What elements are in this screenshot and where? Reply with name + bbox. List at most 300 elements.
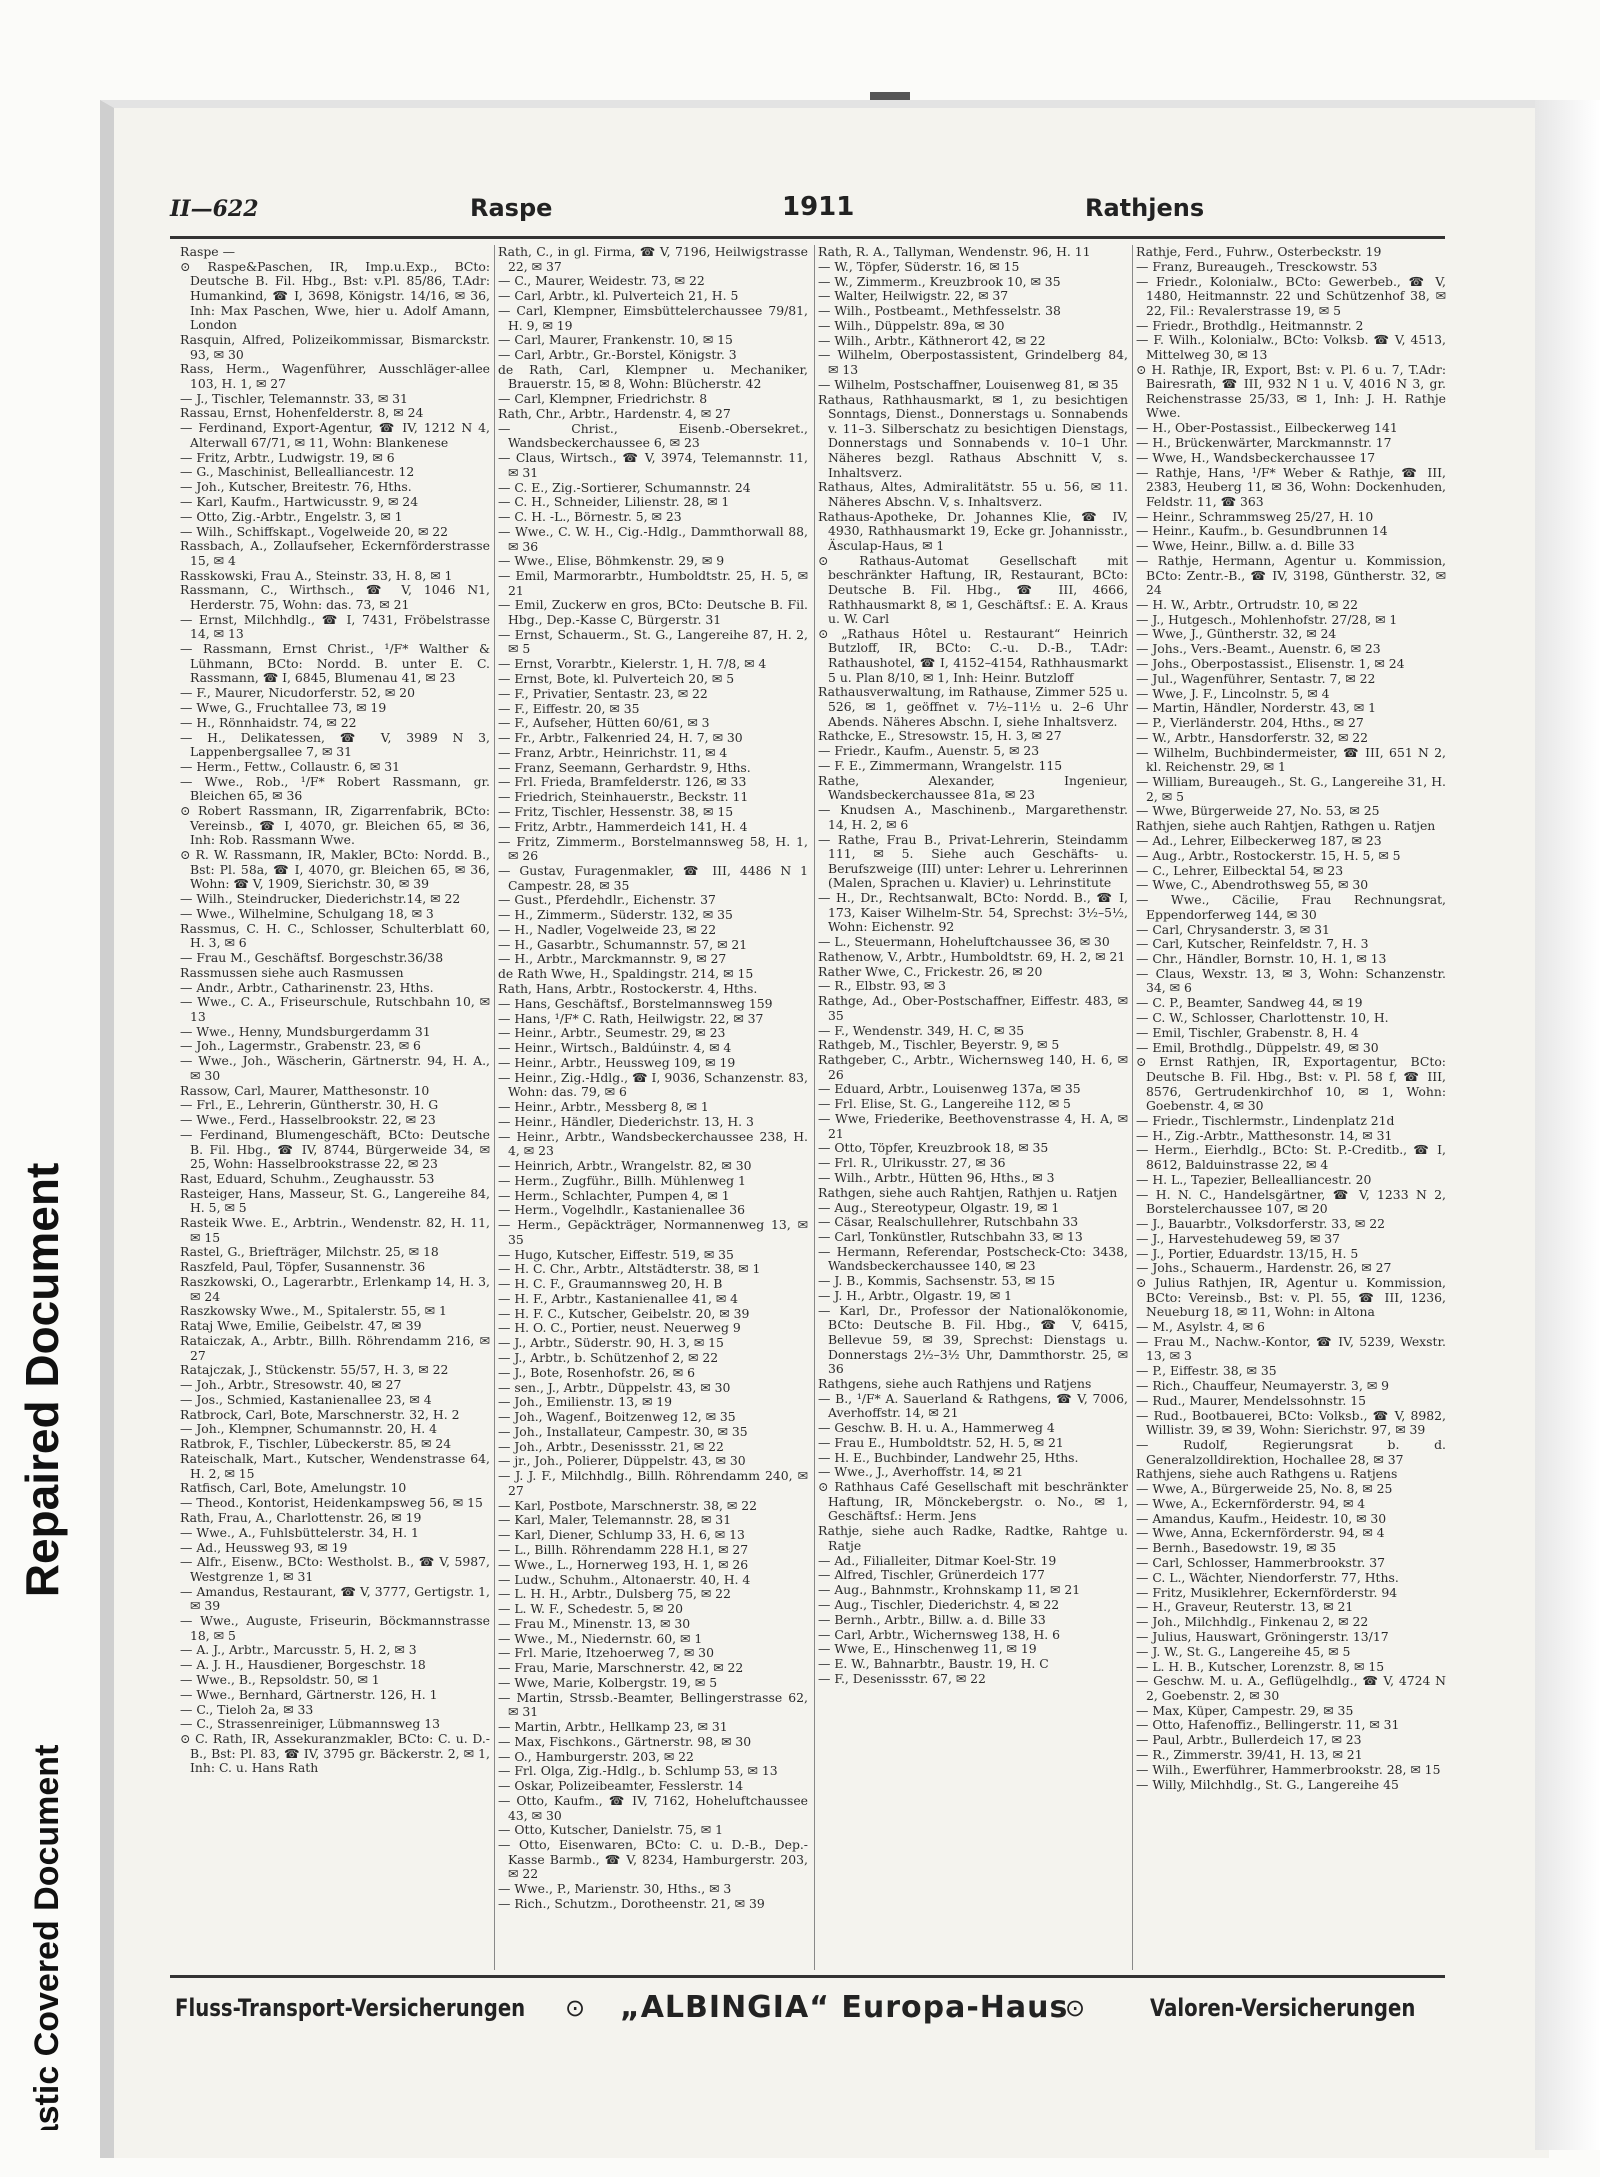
directory-entry: — Fritz, Arbtr., Ludwigstr. 19, ✉ 6	[180, 449, 395, 465]
directory-entry: — Wwe, C., Abendrothsweg 55, ✉ 30	[1136, 877, 1369, 893]
directory-entry: Rathje, siehe auch Radke, Radtke, Rahtge u. Ratje	[818, 1523, 1128, 1553]
column-4	[1136, 245, 1446, 1970]
directory-entry: — Wwe, J. F., Lincolnstr. 5, ✉ 4	[1136, 685, 1330, 701]
directory-entry: — Friedr., Kolonialw., BCto: Gewerbeb., ☎ V, 1480, Heitmannstr. 22 und Schützenhof 38, ✉ 22, Fil.: Revalerstrasse 19, ✉ 5	[1136, 273, 1446, 318]
directory-entry: — H., Gasarbtr., Schumannstr. 57, ✉ 21	[498, 936, 748, 952]
directory-entry: ⊙ Rathhaus Café Gesellschaft mit beschränkter Haftung, IR, Mönckebergstr. o. No., ✉ 1, Geschäftsf.: Herm. Jens	[818, 1479, 1128, 1524]
directory-entry: — Wwe., L., Hornerweg 193, H. 1, ✉ 26	[498, 1556, 749, 1572]
directory-entry: — Wwe., Cäcilie, Frau Rechnungsrat, Eppendorferweg 144, ✉ 30	[1136, 892, 1446, 922]
directory-entry: — Martin, Strssb.-Beamter, Bellingerstrasse 62, ✉ 31	[498, 1689, 808, 1720]
directory-entry: — Carl, Arbtr., kl. Pulverteich 21, H. 5	[498, 288, 739, 304]
directory-entry: — Ferdinand, Export-Agentur, ☎ IV, 1212 N 4, Alterwall 67/71, ✉ 11, Wohn: Blankenese	[180, 420, 490, 450]
directory-entry: ⊙ C. Rath, IR, Assekuranzmakler, BCto: C. u. D.-B., Bst: Pl. 83, ☎ IV, 3795 gr. Bäckerstr. 2, ✉ 1, Inh: C. u. Hans Rath	[180, 1731, 490, 1776]
directory-entry: — H. L., Tapezier, Bellealliancestr. 20	[1136, 1171, 1372, 1187]
directory-entry: — Geschw. B. H. u. A., Hammerweg 4	[818, 1420, 1055, 1436]
directory-entry: — jr., Joh., Polierer, Düppelstr. 43, ✉ 30	[498, 1453, 746, 1469]
directory-entry: Rassbach, A., Zollaufseher, Eckernförderstrasse 15, ✉ 4	[180, 538, 490, 568]
directory-entry: — Jul., Wagenführer, Sentastr. 7, ✉ 22	[1136, 670, 1376, 686]
directory-entry: — J. H., Arbtr., Olgastr. 19, ✉ 1	[818, 1288, 1013, 1304]
directory-entry: ⊙ „Rathaus Hôtel u. Restaurant“ Heinrich Butzloff, IR, BCto: C.-u. D.-B., T.Adr: Rathaushotel, ☎ I, 4152–4154, Rathhausmarkt 5 u. Plan 8/10, ✉ 1, Inh: Heinr. Butzloff	[818, 625, 1128, 685]
column-divider	[494, 245, 495, 1970]
directory-entry: — Wwe., Henny, Mundsburgerdamm 31	[180, 1023, 431, 1039]
directory-entry: Rathaus-Apotheke, Dr. Johannes Klie, ☎ IV, 4930, Rathhausmarkt 19, Ecke gr. Johannisstr., Äsculap-Haus, ✉ 1	[818, 508, 1128, 553]
directory-entry: — H. F., Arbtr., Kastanienallee 41, ✉ 4	[498, 1290, 739, 1306]
directory-entry: — F., Eiffestr. 20, ✉ 35	[498, 700, 640, 716]
directory-entry: — Oskar, Polizeibeamter, Fesslerstr. 14	[498, 1778, 744, 1794]
directory-entry: — Carl, Chrysanderstr. 3, ✉ 31	[1136, 921, 1330, 937]
next-page-edge	[1535, 100, 1600, 2150]
directory-entry: — Ernst, Bote, kl. Pulverteich 20, ✉ 5	[498, 670, 735, 686]
directory-entry: — Otto, Kutscher, Danielstr. 75, ✉ 1	[498, 1822, 723, 1838]
directory-entry: — Carl, Kutscher, Reinfeldstr. 7, H. 3	[1136, 936, 1369, 952]
directory-entry: — Emil, Brothdlg., Düppelstr. 49, ✉ 30	[1136, 1039, 1379, 1055]
directory-entry: — J., Tischler, Telemannstr. 33, ✉ 31	[180, 390, 408, 406]
page-footer	[175, 1990, 1440, 2040]
directory-entry: — Herm., Gepäckträger, Normannenweg 13, ✉ 35	[498, 1217, 808, 1247]
directory-entry: — Max, Küper, Campestr. 29, ✉ 35	[1136, 1702, 1354, 1718]
directory-entry: — Paul, Arbtr., Bullerdeich 17, ✉ 23	[1136, 1732, 1362, 1748]
directory-entry: — Friedr., Brothdlg., Heitmannstr. 2	[1136, 317, 1364, 333]
directory-entry: — H., Arbtr., Marckmannstr. 9, ✉ 27	[498, 951, 727, 967]
directory-entry: — H. C. F., Graumannsweg 20, H. B	[498, 1276, 723, 1292]
directory-entry: — J., Harvestehudeweg 59, ✉ 37	[1136, 1230, 1341, 1246]
directory-entry: Rathjens, siehe auch Rathgens u. Ratjens	[1136, 1466, 1398, 1482]
directory-entry: Raszkowsky Wwe., M., Spitalerstr. 55, ✉ 1	[180, 1303, 447, 1319]
directory-entry: — Heinrich, Arbtr., Wrangelstr. 82, ✉ 30	[498, 1158, 752, 1173]
directory-entry: — Emil, Zuckerw en gros, BCto: Deutsche B. Fil. Hbg., Dep.-Kasse C, Bürgerstr. 31	[498, 597, 808, 628]
directory-entry: — Ferdinand, Blumengeschäft, BCto: Deutsche B. Fil. Hbg., ☎ IV, 8744, Bürgerweide 34, ✉ 25, Wohn: Hasselbrookstrasse 22, ✉ 23	[180, 1126, 490, 1172]
directory-entry: — Carl, Schlosser, Hammerbrookstr. 37	[1136, 1555, 1386, 1571]
column-3	[818, 245, 1128, 1970]
directory-entry: — Emil, Marmorarbtr., Humboldtstr. 25, H. 5, ✉ 21	[498, 568, 808, 598]
directory-entry: — Walter, Heilwigstr. 22, ✉ 37	[818, 288, 1009, 304]
directory-entry: — O., Hamburgerstr. 203, ✉ 22	[498, 1748, 694, 1764]
directory-entry: — H., Ober-Postassist., Eilbeckerweg 141	[1136, 420, 1398, 436]
footer-rule	[170, 1975, 1445, 1978]
directory-entry: — sen., J., Arbtr., Düppelstr. 43, ✉ 30	[498, 1379, 731, 1395]
directory-entry: — Wwe., B., Repsoldstr. 50, ✉ 1	[180, 1671, 380, 1687]
directory-entry: Rassmussen siehe auch Rasmussen	[180, 964, 404, 980]
directory-entry: — Otto, Töpfer, Kreuzbrook 18, ✉ 35	[818, 1140, 1049, 1156]
directory-entry: ⊙ Ernst Rathjen, IR, Exportagentur, BCto: Deutsche B. Fil. Hbg., Bst: v. Pl. 58 f, ☎ III, 8576, Gertrudenkirchhof 10, ✉ 1, Wohn: Goebenstr. 4, ✉ 30	[1136, 1054, 1446, 1114]
directory-entry: — Wwe., C. W. H., Cig.-Hdlg., Dammthorwall 88, ✉ 36	[498, 523, 808, 554]
directory-entry: — Wilh., Steindrucker, Diederichstr.14, ✉ 22	[180, 891, 461, 906]
directory-entry: Rather Wwe, C., Frickestr. 26, ✉ 20	[818, 963, 1043, 979]
directory-entry: Rathenow, V., Arbtr., Humboldtstr. 69, H. 2, ✉ 21	[818, 948, 1126, 964]
directory-entry: — H. C. Chr., Arbtr., Altstädterstr. 38, ✉ 1	[498, 1261, 761, 1277]
directory-entry: — Rud., Bootbauerei, BCto: Volksb., ☎ V, 8982, Willistr. 39, ✉ 39, Wohn: Sierichstr. 97, ✉ 39	[1136, 1407, 1446, 1438]
directory-entry: — Frau E., Humboldtstr. 52, H. 5, ✉ 21	[818, 1434, 1064, 1450]
directory-entry: — Rassmann, Ernst Christ., ¹/F* Walther & Lühmann, BCto: Nordd. B. unter E. C. Rassmann, ☎ I, 6845, Blumenau 41, ✉ 23	[180, 641, 490, 686]
directory-entry: — Wwe, J., Güntherstr. 32, ✉ 24	[1136, 626, 1337, 642]
directory-entry: — Joh., Arbtr., Desenissstr. 21, ✉ 22	[498, 1438, 724, 1454]
directory-entry: Rath, Chr., Arbtr., Hardenstr. 4, ✉ 27	[498, 406, 731, 422]
directory-entry: — Martin, Händler, Norderstr. 43, ✉ 1	[1136, 700, 1376, 716]
directory-entry: — Alfred, Tischler, Grünerdeich 177	[818, 1567, 1045, 1583]
directory-entry: — Rudolf, Regierungsrat b. d. Generalzolldirektion, Hochallee 28, ✉ 37	[1136, 1436, 1446, 1467]
directory-entry: — Frl. Olga, Zig.-Hdlg., b. Schlump 53, ✉ 13	[498, 1763, 778, 1779]
directory-entry: — Joh., Wagenf., Boitzenweg 12, ✉ 35	[498, 1409, 736, 1425]
directory-entry: — Franz, Arbtr., Heinrichstr. 11, ✉ 4	[498, 744, 728, 760]
directory-entry: — Bernh., Basedowstr. 19, ✉ 35	[1136, 1540, 1337, 1556]
directory-entry: — Frau M., Nachw.-Kontor, ☎ IV, 5239, Wexstr. 13, ✉ 3	[1136, 1333, 1446, 1364]
directory-entry: Rassmann, C., Wirthsch., ☎ V, 1046 N1, Herderstr. 75, Wohn: das. 73, ✉ 21	[180, 582, 490, 613]
directory-entry: — Amandus, Kaufm., Heidestr. 10, ✉ 30	[1136, 1510, 1387, 1526]
directory-entry: — F., Maurer, Nicudorferstr. 52, ✉ 20	[180, 685, 415, 701]
directory-entry: ⊙ Julius Rathjen, IR, Agentur u. Kommission, BCto: Vereinsb., Bst: v. Pl. 55, ☎ III, 1236, Neueburg 18, ✉ 11, Wohn: in Altona	[1136, 1275, 1446, 1320]
directory-entry: — Heinr., Kaufm., b. Gesundbrunnen 14	[1136, 523, 1388, 539]
directory-entry: — Ad., Lehrer, Eilbeckerweg 187, ✉ 23	[1136, 833, 1382, 848]
directory-entry: — Wwe, E., Hinschenweg 11, ✉ 19	[818, 1641, 1037, 1657]
directory-entry: — Fritz, Tischler, Hessenstr. 38, ✉ 15	[498, 804, 734, 819]
directory-entry: — Rathje, Hans, ¹/F* Weber & Rathje, ☎ III, 2383, Heuberg 11, ✉ 36, Wohn: Dockenhuden, Feldstr. 11, ☎ 363	[1136, 464, 1446, 509]
directory-entry: Rassau, Ernst, Hohenfelderstr. 8, ✉ 24	[180, 405, 424, 421]
directory-entry: — Joh., Klempner, Schumannstr. 20, H. 4	[180, 1421, 438, 1437]
directory-entry: Rateischalk, Mart., Kutscher, Wendenstrasse 64, H. 2, ✉ 15	[180, 1451, 490, 1481]
directory-entry: Rathausverwaltung, im Rathause, Zimmer 525 u. 526, ✉ 1, geöffnet v. 7½–11½ u. 2–6 Uhr Abends. Näheres Abschn. I, siehe Inhaltsverz.	[818, 684, 1128, 729]
directory-entry: — Herm., Fettw., Collaustr. 6, ✉ 31	[180, 758, 400, 774]
side-label-bottom: Plastic Covered Document	[28, 1744, 66, 2130]
directory-entry: — Herm., Vogelhdlr., Kastanienallee 36	[498, 1202, 746, 1218]
directory-entry: — Wilhelm, Oberpostassistent, Grindelberg 84, ✉ 13	[818, 347, 1128, 378]
directory-entry: Ratbrok, F., Tischler, Lübeckerstr. 85, ✉ 24	[180, 1436, 452, 1452]
directory-entry: — Heinr., Arbtr., Seumestr. 29, ✉ 23	[498, 1025, 726, 1041]
directory-entry: — William, Bureaugeh., St. G., Langereihe 31, H. 2, ✉ 5	[1136, 774, 1446, 804]
directory-entry: — Karl, Kaufm., Hartwicusstr. 9, ✉ 24	[180, 493, 419, 509]
directory-entry: — P., Vierländerstr. 204, Hths., ✉ 27	[1136, 715, 1364, 731]
directory-entry: — F., Aufseher, Hütten 60/61, ✉ 3	[498, 715, 710, 731]
directory-entry: — Willy, Milchhdlg., St. G., Langereihe 45	[1136, 1776, 1399, 1792]
directory-entry: — Franz, Bureaugeh., Tresckowstr. 53	[1136, 258, 1378, 274]
directory-entry: — Johs., Schauerm., Hardenstr. 26, ✉ 27	[1136, 1260, 1392, 1276]
directory-entry: — Wwe., Elise, Böhmkenstr. 29, ✉ 9	[498, 553, 725, 569]
directory-entry: — W., Arbtr., Hansdorferstr. 32, ✉ 22	[1136, 729, 1369, 745]
column-2	[498, 245, 808, 1970]
directory-entry: — Fritz, Musiklehrer, Eckernförderstr. 94	[1136, 1584, 1398, 1600]
directory-entry: — Wwe., C. A., Friseurschule, Rutschbahn 10, ✉ 13	[180, 994, 490, 1024]
directory-entry: — Heinr., Arbtr., Heussweg 109, ✉ 19	[498, 1054, 736, 1070]
directory-entry: — Frl., E., Lehrerin, Güntherstr. 30, H. G	[180, 1097, 439, 1113]
directory-entry: ⊙ Rathaus-Automat Gesellschaft mit beschränkter Haftung, IR, Restaurant, BCto: Deutsche B. Fil. Hbg., ☎ III, 4666, Rathhausmarkt 8, ✉ 1, Geschäftsf.: E. A. Kraus u. W. Carl	[818, 552, 1128, 627]
directory-entry: Rasquin, Alfred, Polizeikommissar, Bismarckstr. 93, ✉ 30	[180, 331, 490, 362]
directory-entry: — C., Maurer, Weidestr. 73, ✉ 22	[498, 273, 705, 289]
footer-left: Fluss-Transport-Versicherungen	[175, 1994, 526, 2022]
directory-entry: Ratajczak, J., Stückenstr. 55/57, H. 3, ✉ 22	[180, 1362, 449, 1378]
directory-entry: — Amandus, Restaurant, ☎ V, 3777, Gertigstr. 1, ✉ 39	[180, 1583, 490, 1614]
directory-entry: — Ludw., Schuhm., Altonaerstr. 40, H. 4	[498, 1571, 751, 1587]
directory-entry: — Wwe, Friederike, Beethovenstrasse 4, H. A, ✉ 21	[818, 1111, 1128, 1141]
directory-entry: — C. H., Schneider, Lilienstr. 28, ✉ 1	[498, 494, 730, 510]
directory-entry: — Wwe, Marie, Kolbergstr. 19, ✉ 5	[498, 1674, 718, 1690]
directory-entry: Rathe, Alexander, Ingenieur, Wandsbeckerchaussee 81a, ✉ 23	[818, 772, 1128, 803]
directory-entry: — Joh., Kutscher, Breitestr. 76, Hths.	[180, 479, 412, 495]
directory-entry: — Otto, Eisenwaren, BCto: C. u. D.-B., Dep.-Kasse Barmb., ☎ V, 8234, Hamburgerstr. 203, ✉ 22	[498, 1837, 808, 1882]
directory-entry: — J., Bauarbtr., Volksdorferstr. 33, ✉ 22	[1136, 1216, 1385, 1231]
page-header	[170, 190, 1440, 230]
directory-entry: — H., Zimmerm., Süderstr. 132, ✉ 35	[498, 907, 733, 923]
directory-entry: Ratfisch, Carl, Bote, Amelungstr. 10	[180, 1480, 407, 1496]
directory-entry: — H., Zig.-Arbtr., Matthesonstr. 14, ✉ 31	[1136, 1127, 1393, 1143]
directory-entry: — Frl. Frieda, Bramfelderstr. 126, ✉ 33	[498, 774, 747, 790]
directory-entry: — Wwe, Heinr., Billw. a. d. Bille 33	[1136, 538, 1355, 554]
directory-entry: — Ad., Filialleiter, Ditmar Koel-Str. 19	[818, 1552, 1057, 1568]
directory-entry: — H., Brückenwärter, Marckmannstr. 17	[1136, 435, 1392, 451]
footer-right: Valoren-Versicherungen	[1150, 1994, 1416, 2022]
directory-entry: — J., Arbtr., Süderstr. 90, H. 3, ✉ 15	[498, 1335, 724, 1351]
directory-entry: — Eduard, Arbtr., Louisenweg 137a, ✉ 35	[818, 1081, 1081, 1097]
directory-entry: — Wwe., M., Niedernstr. 60, ✉ 1	[498, 1630, 703, 1646]
side-label	[0, 700, 84, 2130]
directory-entry: — J. W., St. G., Langereihe 45, ✉ 5	[1136, 1643, 1351, 1659]
directory-entry: — L. H. H., Arbtr., Dulsberg 75, ✉ 22	[498, 1586, 731, 1602]
directory-entry: — Hans, Geschäftsf., Borstelmannsweg 159	[498, 995, 773, 1011]
directory-entry: Rathaus, Rathhausmarkt, ✉ 1, zu besichtigen Sonntags, Dienst., Donnerstags u. Sonnabends v. 11–3. Silberschatz zu besichtigen Dienstags, Donnerstags und Sonnabends v. 10–1 Uhr. Näheres bezgl. Rathaus Abschnitt V, s. Inhaltsverz.	[818, 391, 1128, 480]
side-label-top: Repaired Document	[16, 1162, 68, 1598]
directory-entry: — Wwe, G., Fruchtallee 73, ✉ 19	[180, 699, 387, 715]
directory-entry: — L. H. B., Kutscher, Lorenzstr. 8, ✉ 15	[1136, 1658, 1385, 1674]
directory-entry: — Wwe., A., Fuhlsbüttelerstr. 34, H. 1	[180, 1524, 419, 1540]
directory-entry: — Friedr., Kaufm., Auenstr. 5, ✉ 23	[818, 743, 1040, 759]
directory-entry: — Carl, Klempner, Eimsbüttelerchaussee 79/81, H. 9, ✉ 19	[498, 302, 808, 333]
directory-entry: — Rathje, Hermann, Agentur u. Kommission, BCto: Zentr.-B., ☎ IV, 3198, Güntherstr. 32, ✉ 24	[1136, 552, 1446, 598]
directory-entry: Rath, R. A., Tallyman, Wendenstr. 96, H. 11	[818, 245, 1091, 259]
directory-entry: Rassmus, C. H. C., Schlosser, Schulterblatt 60, H. 3, ✉ 6	[180, 920, 490, 951]
directory-entry: — B., ¹/F* A. Sauerland & Rathgens, ☎ V, 7006, Averhoffstr. 14, ✉ 21	[818, 1390, 1128, 1421]
directory-entry: — R., Elbstr. 93, ✉ 3	[818, 978, 947, 994]
directory-entry: — Karl, Postbote, Marschnerstr. 38, ✉ 22	[498, 1497, 757, 1513]
directory-entry: — J., Arbtr., b. Schützenhof 2, ✉ 22	[498, 1349, 719, 1365]
directory-entry: Rathgen, siehe auch Rahtjen, Rathjen u. Ratjen	[818, 1184, 1118, 1200]
directory-entry: — Herm., Zugführ., Billh. Mühlenweg 1	[498, 1172, 746, 1188]
directory-entry: Rathge, Ad., Ober-Postschaffner, Eiffestr. 483, ✉ 35	[818, 993, 1128, 1023]
directory-entry: — Wilhelm, Postschaffner, Louisenweg 81, ✉ 35	[818, 376, 1119, 392]
column-1	[180, 245, 490, 1970]
directory-entry: Raszfeld, Paul, Töpfer, Susannenstr. 36	[180, 1259, 426, 1275]
directory-entry: — L. W. F., Schedestr. 5, ✉ 20	[498, 1601, 683, 1617]
directory-entry: — Bernh., Arbtr., Billw. a. d. Bille 33	[818, 1611, 1046, 1627]
directory-entry: — P., Eiffestr. 38, ✉ 35	[1136, 1363, 1277, 1379]
directory-entry: — C., Strassenreiniger, Lübmannsweg 13	[180, 1716, 441, 1732]
directory-entry: — Frl. Marie, Itzehoerweg 7, ✉ 30	[498, 1645, 714, 1661]
directory-entry: — Frl. R., Ulrikusstr. 27, ✉ 36	[818, 1155, 1006, 1171]
directory-entry: Rath, Frau, A., Charlottenstr. 26, ✉ 19	[180, 1509, 422, 1525]
directory-entry: — L., Steuermann, Hoheluftchaussee 36, ✉ 30	[818, 934, 1110, 950]
directory-entry: — Carl, Tonkünstler, Rutschbahn 33, ✉ 13	[818, 1229, 1083, 1245]
directory-entry: Rass, Herm., Wagenführer, Ausschläger-allee 103, H. 1, ✉ 27	[180, 361, 490, 391]
directory-entry: — Wwe., J., Averhoffstr. 14, ✉ 21	[818, 1464, 1024, 1480]
header-left-word: Raspe	[470, 194, 553, 222]
directory-entry: — Rich., Schutzm., Dorotheenstr. 21, ✉ 39	[498, 1895, 765, 1911]
directory-entry: — Heinr., Händler, Diederichstr. 13, H. 3	[498, 1113, 754, 1129]
directory-entry: — Rathe, Frau B., Privat-Lehrerin, Steindamm 111, ✉ 5. Siehe auch Geschäfts- u. Berufszweige (III) unter: Lehrer u. Lehrerinnen (Malen, Sprachen u. Klavier) u. Lehrinstitute	[818, 831, 1128, 891]
directory-entry: — Claus, Wexstr. 13, ✉ 3, Wohn: Schanzenstr. 34, ✉ 6	[1136, 965, 1446, 996]
directory-entry: — Claus, Wirtsch., ☎ V, 3974, Telemannstr. 11, ✉ 31	[498, 450, 808, 480]
directory-entry: — Frau M., Geschäftsf. Borgeschstr.36/38	[180, 949, 444, 965]
directory-entry: — Wilhelm, Buchbindermeister, ☎ III, 651 N 2, kl. Reichenstr. 29, ✉ 1	[1136, 744, 1446, 775]
directory-entry: — Jos., Schmied, Kastanienallee 23, ✉ 4	[180, 1391, 432, 1407]
directory-entry: — Wilh., Arbtr., Hütten 96, Hths., ✉ 3	[818, 1169, 1055, 1185]
directory-entry: — Wwe., Wilhelmine, Schulgang 18, ✉ 3	[180, 905, 434, 921]
directory-entry: — Gust., Pferdehdlr., Eichenstr. 37	[498, 892, 716, 908]
directory-entry: — F., Wendenstr. 349, H. C, ✉ 35	[818, 1022, 1025, 1038]
directory-entry: — Fritz, Arbtr., Hammerdeich 141, H. 4	[498, 818, 748, 834]
directory-entry: — Frl. Elise, St. G., Langereihe 112, ✉ 5	[818, 1096, 1071, 1112]
directory-entry: — J., Bote, Rosenhofstr. 26, ✉ 6	[498, 1364, 696, 1380]
directory-entry: — C. L., Wächter, Niendorferstr. 77, Hths.	[1136, 1569, 1399, 1585]
directory-entry: — Joh., Installateur, Campestr. 30, ✉ 35	[498, 1423, 748, 1439]
directory-entry: — Heinr., Arbtr., Messberg 8, ✉ 1	[498, 1099, 709, 1115]
directory-entry: — Gustav, Furagenmakler, ☎ III, 4486 N 1 Campestr. 28, ✉ 35	[498, 862, 808, 893]
directory-entry: — Alfr., Eisenw., BCto: Westholst. B., ☎ V, 5987, Westgrenze 1, ✉ 31	[180, 1554, 490, 1584]
directory-entry: — W., Töpfer, Süderstr. 16, ✉ 15	[818, 258, 1020, 274]
directory-entry: — Theod., Kontorist, Heidenkampsweg 56, ✉ 15	[180, 1495, 483, 1511]
directory-entry: — Wwe., Joh., Wäscherin, Gärtnerstr. 94, H. A., ✉ 30	[180, 1053, 490, 1083]
header-year: 1911	[782, 192, 855, 222]
directory-entry: — Wilh., Postbeamt., Methfesselstr. 38	[818, 303, 1061, 319]
directory-entry: Rathje, Ferd., Fuhrw., Osterbeckstr. 19	[1136, 245, 1382, 259]
directory-entry: — C. W., Schlosser, Charlottenstr. 10, H.	[1136, 1010, 1389, 1025]
directory-entry: Ratbrock, Carl, Bote, Marschnerstr. 32, H. 2	[180, 1406, 460, 1422]
directory-entry: — Otto, Zig.-Arbtr., Engelstr. 3, ✉ 1	[180, 508, 403, 524]
directory-entry: — Friedrich, Steinhauerstr., Beckstr. 11	[498, 789, 749, 805]
directory-entry: — H. F. C., Kutscher, Geibelstr. 20, ✉ 39	[498, 1305, 750, 1321]
directory-entry: ⊙ Raspe&Paschen, IR, Imp.u.Exp., BCto: Deutsche B. Fil. Hbg., Bst: v.Pl. 85/86, T.Adr: Humankind, ☎ I, 3698, Königstr. 14/16, ✉ 36, Inh: Max Paschen, Wwe, hier u. Adolf Amann, London	[180, 258, 490, 333]
directory-entry: — Wwe, A., Eckernförderstr. 94, ✉ 4	[1136, 1495, 1366, 1511]
directory-entry: — Wilh., Arbtr., Käthnerort 42, ✉ 22	[818, 332, 1046, 348]
directory-entry: — C., Lehrer, Eilbecktal 54, ✉ 23	[1136, 862, 1344, 878]
directory-entry: Rast, Eduard, Schuhm., Zeughausstr. 53	[180, 1170, 435, 1186]
directory-entry: — Joh., Lagermstr., Grabenstr. 23, ✉ 6	[180, 1038, 421, 1054]
directory-entry: — H., Dr., Rechtsanwalt, BCto: Nordd. B., ☎ I, 173, Kaiser Wilhelm-Str. 54, Sprechst: 3½–5½, Wohn: Eichenstr. 92	[818, 890, 1128, 935]
directory-entry: — Wwe, Bürgerweide 27, No. 53, ✉ 25	[1136, 803, 1380, 819]
directory-entry: — Johs., Vers.-Beamt., Auenstr. 6, ✉ 23	[1136, 641, 1381, 657]
directory-entry: — C. H. -L., Börnestr. 5, ✉ 23	[498, 509, 682, 525]
top-mark	[870, 92, 910, 100]
directory-entry: — M., Asylstr. 4, ✉ 6	[1136, 1319, 1265, 1335]
directory-entry: ⊙ H. Rathje, IR, Export, Bst: v. Pl. 6 u. 7, T.Adr: Bairesrath, ☎ III, 932 N 1 u. V, 4016 N 3, gr. Reichenstrasse 25/33, ✉ 1, Inh: J. H. Rathje Wwe.	[1136, 361, 1446, 421]
directory-entry: — Wilh., Schiffskapt., Vogelweide 20, ✉ 22	[180, 523, 449, 539]
directory-entry: — Frau, Marie, Marschnerstr. 42, ✉ 22	[498, 1660, 744, 1676]
directory-entry: — F., Desenissstr. 67, ✉ 22	[818, 1670, 986, 1686]
directory-entry: de Rath, Carl, Klempner u. Mechaniker, Brauerstr. 15, ✉ 8, Wohn: Blücherstr. 42	[498, 361, 808, 392]
directory-entry: — Otto, Hafenoffiz., Bellingerstr. 11, ✉ 31	[1136, 1717, 1400, 1733]
directory-entry: — C. P., Beamter, Sandweg 44, ✉ 19	[1136, 995, 1363, 1011]
directory-entry: — Aug., Arbtr., Rostockerstr. 15, H. 5, ✉ 5	[1136, 847, 1401, 863]
directory-entry: — Aug., Stereotypeur, Olgastr. 19, ✉ 1	[818, 1199, 1060, 1215]
directory-entry: — Carl, Klempner, Friedrichstr. 8	[498, 391, 708, 407]
header-rule	[170, 236, 1445, 239]
directory-entry: — Geschw. M. u. A., Geflügelhdlg., ☎ V, 4724 N 2, Goebenstr. 2, ✉ 30	[1136, 1673, 1446, 1703]
directory-entry: — Andr., Arbtr., Catharinenstr. 23, Hths.	[180, 979, 434, 995]
footer-bullet-icon: ⊙	[565, 1994, 586, 2022]
directory-entry: — Wilh., Düppelstr. 89a, ✉ 30	[818, 317, 1005, 333]
directory-entry: — Wwe, H., Wandsbeckerchaussee 17	[1136, 449, 1376, 465]
directory-entry: — G., Maschinist, Bellealliancestr. 12	[180, 464, 415, 480]
directory-entry: — L., Billh. Röhrendamm 228 H.1, ✉ 27	[498, 1541, 749, 1557]
directory-entry: Rathaus, Altes, Admiralitätstr. 55 u. 56, ✉ 11. Näheres Abschn. V, s. Inhaltsverz.	[818, 479, 1128, 509]
directory-entry: — H. N. C., Handelsgärtner, ☎ V, 1233 N 2, Borstelerchaussee 107, ✉ 20	[1136, 1186, 1446, 1217]
directory-entry: — Friedr., Tischlermstr., Lindenplatz 21d	[1136, 1112, 1395, 1128]
directory-entry: — Fr., Arbtr., Falkenried 24, H. 7, ✉ 30	[498, 730, 743, 746]
directory-entry: — Joh., Arbtr., Stresowstr. 40, ✉ 27	[180, 1377, 402, 1393]
directory-entry: Rastel, G., Briefträger, Milchstr. 25, ✉ 18	[180, 1244, 439, 1260]
directory-entry: — H., Graveur, Reuterstr. 13, ✉ 21	[1136, 1599, 1354, 1615]
directory-entry: — Ernst, Vorarbtr., Kielerstr. 1, H. 7/8, ✉ 4	[498, 656, 767, 672]
directory-entry: — Rich., Chauffeur, Neumayerstr. 3, ✉ 9	[1136, 1378, 1390, 1394]
directory-entry: Rasskowski, Frau A., Steinstr. 33, H. 8, ✉ 1	[180, 567, 453, 583]
directory-entry: — Emil, Tischler, Grabenstr. 8, H. 4	[1136, 1024, 1359, 1040]
directory-entry: — H., Rönnhaidstr. 74, ✉ 22	[180, 714, 357, 730]
directory-entry: — Wwe., Rob., ¹/F* Robert Rassmann, gr. Bleichen 65, ✉ 36	[180, 773, 490, 804]
directory-entry: ⊙ Robert Rassmann, IR, Zigarrenfabrik, BCto: Vereinsb., ☎ I, 4070, gr. Bleichen 65, ✉ 36, Inh: Rob. Rassmann Wwe.	[180, 803, 490, 848]
directory-entry: — Wwe., Auguste, Friseurin, Böckmannstrasse 18, ✉ 5	[180, 1613, 490, 1643]
directory-entry: — Carl, Maurer, Frankenstr. 10, ✉ 15	[498, 332, 733, 348]
directory-entry: Rath, Hans, Arbtr., Rostockerstr. 4, Hths.	[498, 981, 758, 996]
directory-entry: — Wwe, A., Bürgerweide 25, No. 8, ✉ 25	[1136, 1481, 1393, 1497]
directory-entry: Rasteik Wwe. E., Arbtrin., Wendenstr. 82, H. 11, ✉ 15	[180, 1215, 490, 1245]
directory-entry: — C. E., Zig.-Sortierer, Schumannstr. 24	[498, 479, 751, 495]
directory-entry: — Julius, Hauswart, Gröningerstr. 13/17	[1136, 1628, 1389, 1644]
directory-entry: — Franz, Seemann, Gerhardstr. 9, Hths.	[498, 759, 751, 775]
directory-entry: — Karl, Diener, Schlump 33, H. 6, ✉ 13	[498, 1527, 745, 1543]
directory-entry: — Karl, Maler, Telemannstr. 28, ✉ 31	[498, 1512, 732, 1528]
directory-entry: — Ad., Heussweg 93, ✉ 19	[180, 1539, 348, 1555]
directory-entry: Raspe —	[180, 245, 235, 259]
directory-entry: — Ernst, Milchhdlg., ☎ I, 7431, Fröbelstrasse 14, ✉ 13	[180, 611, 490, 642]
directory-entry: — H., Delikatessen, ☎ V, 3989 N 3, Lappenbergsallee 7, ✉ 31	[180, 729, 490, 760]
directory-entry: Rasteiger, Hans, Masseur, St. G., Langereihe 84, H. 5, ✉ 5	[180, 1185, 490, 1216]
directory-entry: — J. B., Kommis, Sachsenstr. 53, ✉ 15	[818, 1273, 1056, 1289]
directory-entry: — Heinr., Arbtr., Wandsbeckerchaussee 238, H. 4, ✉ 23	[498, 1128, 808, 1159]
directory-entry: — H. W., Arbtr., Ortrudstr. 10, ✉ 22	[1136, 596, 1358, 612]
directory-entry: — Carl, Arbtr., Gr.-Borstel, Königstr. 3	[498, 347, 737, 363]
directory-entry: — Hermann, Referendar, Postscheck-Cto: 3438, Wandsbeckerchaussee 140, ✉ 23	[818, 1243, 1128, 1274]
directory-entry: — Heinr., Schrammsweg 25/27, H. 10	[1136, 508, 1374, 524]
directory-entry: — F. Wilh., Kolonialw., BCto: Volksb. ☎ V, 4513, Mittelweg 30, ✉ 13	[1136, 332, 1446, 362]
directory-entry: — Aug., Bahnmstr., Krohnskamp 11, ✉ 21	[818, 1582, 1081, 1598]
directory-entry: — Herm., Eierhdlg., BCto: St. P.-Creditb., ☎ I, 8612, Balduinstrasse 22, ✉ 4	[1136, 1142, 1446, 1173]
directory-entry: — Otto, Kaufm., ☎ IV, 7162, Hoheluftchaussee 43, ✉ 30	[498, 1793, 808, 1823]
directory-entry: — Heinr., Zig.-Hdlg., ☎ I, 9036, Schanzenstr. 83, Wohn: das. 79, ✉ 6	[498, 1069, 808, 1100]
directory-entry: — E. W., Bahnarbtr., Baustr. 19, H. C	[818, 1656, 1049, 1672]
side-label-svg	[0, 700, 84, 2130]
directory-entry: — Carl, Arbtr., Wichernsweg 138, H. 6	[818, 1626, 1061, 1642]
directory-entry: — W., Zimmerm., Kreuzbrook 10, ✉ 35	[818, 273, 1061, 289]
column-divider	[1132, 245, 1133, 1970]
directory-entry: — J., Hutgesch., Mohlenhofstr. 27/28, ✉ 1	[1136, 611, 1398, 627]
page-number: II—622	[170, 196, 259, 222]
directory-entry: — Aug., Tischler, Diederichstr. 4, ✉ 22	[818, 1596, 1060, 1612]
directory-entry: — Wwe., P., Marienstr. 30, Hths., ✉ 3	[498, 1881, 732, 1897]
directory-entry: de Rath Wwe, H., Spaldingstr. 214, ✉ 15	[498, 966, 754, 982]
directory-entry: — H., Nadler, Vogelweide 23, ✉ 22	[498, 921, 717, 937]
column-divider	[814, 245, 815, 1970]
directory-entry: — Hugo, Kutscher, Eiffestr. 519, ✉ 35	[498, 1246, 734, 1262]
directory-entry: — Wwe., Ferd., Hasselbrookstr. 22, ✉ 23	[180, 1112, 436, 1128]
directory-entry: — Herm., Schlachter, Pumpen 4, ✉ 1	[498, 1187, 730, 1203]
footer-bullet-icon: ⊙	[1065, 1994, 1086, 2022]
directory-entry: Rath, C., in gl. Firma, ☎ V, 7196, Heilwigstrasse 22, ✉ 37	[498, 245, 808, 274]
header-right-word: Rathjens	[1085, 194, 1205, 222]
directory-entry: — H. O. C., Portier, neust. Neuerweg 9	[498, 1320, 741, 1336]
directory-entry: — Rud., Maurer, Mendelssohnstr. 15	[1136, 1392, 1367, 1408]
directory-entry: — Karl, Dr., Professor der Nationalökonomie, BCto: Deutsche B. Fil. Hbg., ☎ V, 6415, Bellevue 59, ✉ 39, Sprechst: Dienstags u. Donnerstags 2½–3½ Uhr, Dammthorstr. 25, ✉ 36	[818, 1302, 1128, 1377]
directory-entry: Rathjen, siehe auch Rahtjen, Rathgen u. Ratjen	[1136, 818, 1436, 834]
directory-entry: — Joh., Emilienstr. 13, ✉ 19	[498, 1394, 673, 1410]
directory-entry: Rathgens, siehe auch Rathjens und Ratjens	[818, 1375, 1092, 1391]
directory-entry: — Wilh., Ewerführer, Hammerbrookstr. 28, ✉ 15	[1136, 1761, 1441, 1777]
directory-entry: — Hans, ¹/F* C. Rath, Heilwigstr. 22, ✉ 37	[498, 1010, 764, 1026]
